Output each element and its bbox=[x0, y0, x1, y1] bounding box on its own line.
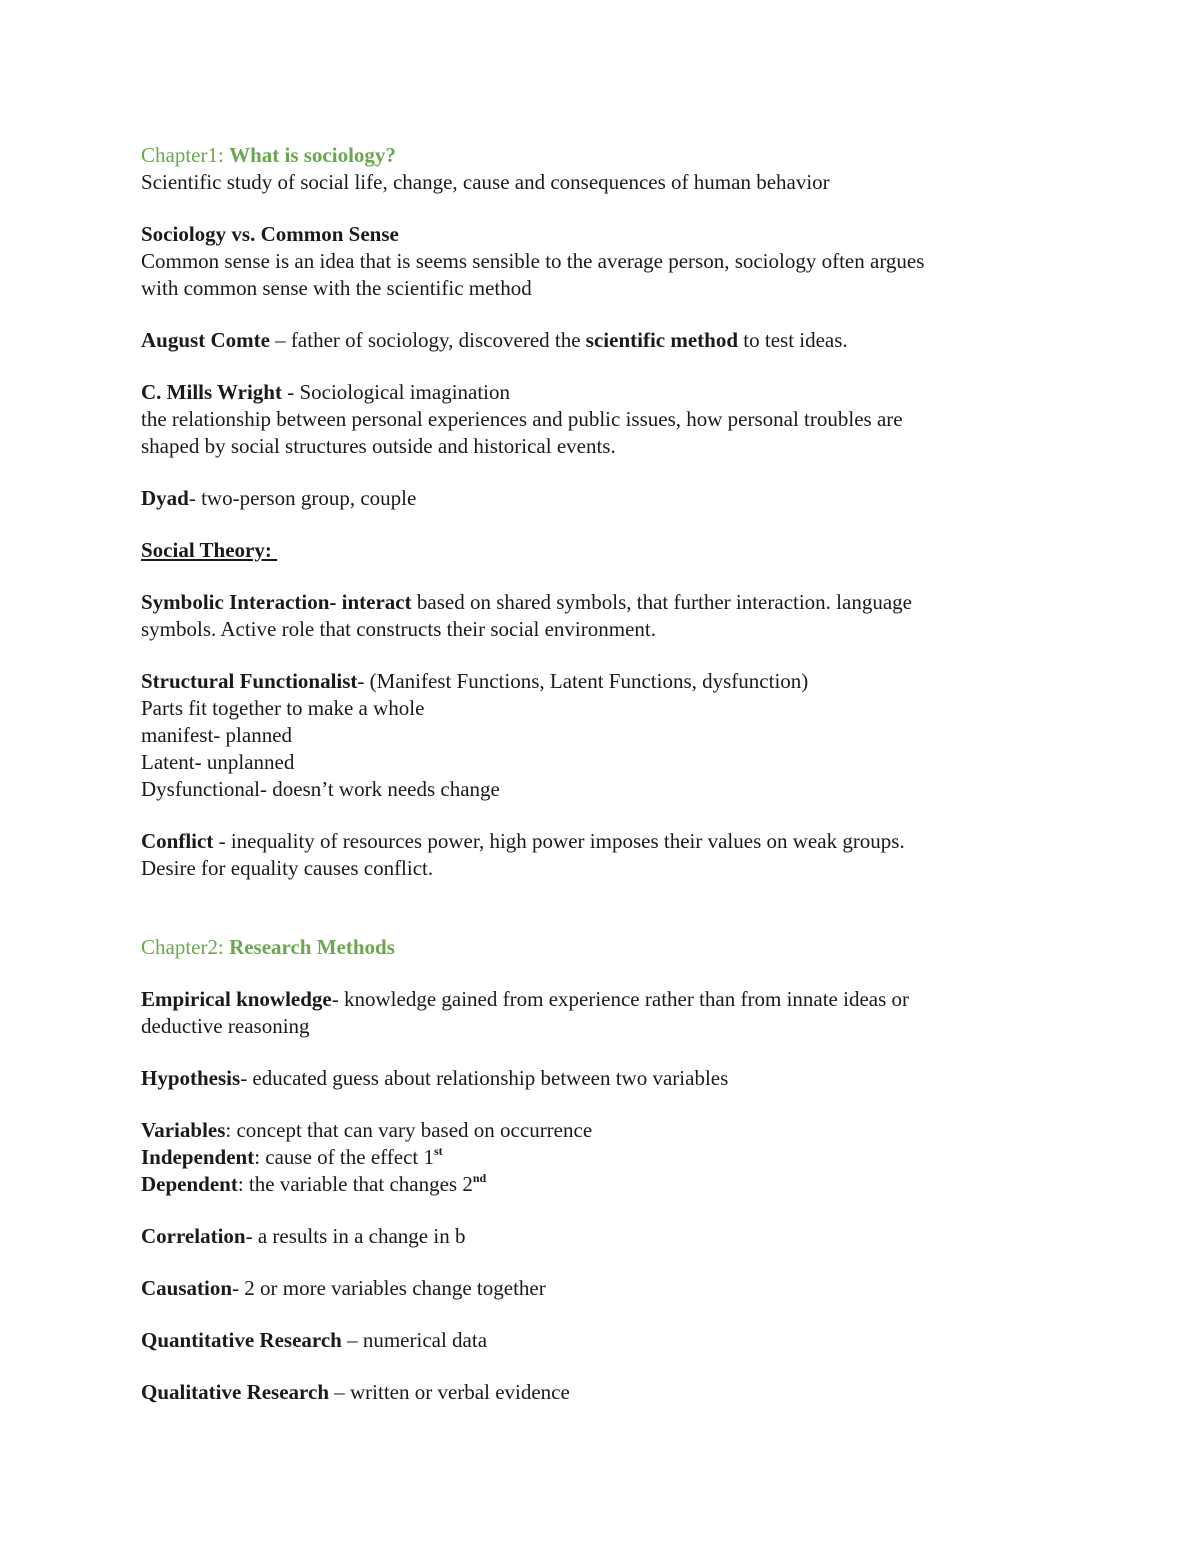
structural-functionalist-line1: Structural Functionalist- (Manifest Functions, Latent Functions, dysfunction) bbox=[141, 669, 809, 693]
empirical-line1: Empirical knowledge- knowledge gained from experience rather than from innate ideas or bbox=[141, 987, 910, 1011]
chapter2-title: Research Methods bbox=[229, 935, 395, 959]
structural-line: Dysfunctional- doesn’t work needs change bbox=[141, 777, 500, 801]
mills-heading: C. Mills Wright - Sociological imagination bbox=[141, 380, 511, 404]
qualitative-term: Qualitative Research bbox=[141, 1380, 329, 1404]
comte-paragraph: August Comte – father of sociology, discovered the scientific method to test ideas. bbox=[141, 328, 848, 352]
sociology-vs-common-sense-line1: Common sense is an idea that is seems sensible to the average person, sociology often argues bbox=[141, 249, 925, 273]
mills-name: C. Mills Wright bbox=[141, 380, 282, 404]
correlation-paragraph: Correlation- a results in a change in b bbox=[141, 1224, 466, 1248]
quantitative-paragraph: Quantitative Research – numerical data bbox=[141, 1328, 488, 1352]
structural-line: manifest- planned bbox=[141, 723, 293, 747]
chapter2-label: Chapter2: bbox=[141, 935, 230, 959]
correlation-term: Correlation bbox=[141, 1224, 246, 1248]
dyad-paragraph: Dyad- two-person group, couple bbox=[141, 486, 417, 510]
sociology-vs-common-sense-heading: Sociology vs. Common Sense bbox=[141, 222, 399, 246]
independent-term: Independent bbox=[141, 1145, 255, 1169]
quantitative-term: Quantitative Research bbox=[141, 1328, 342, 1352]
hypothesis-term: Hypothesis bbox=[141, 1066, 241, 1090]
social-theory-heading: Social Theory: bbox=[141, 538, 278, 562]
structural-line: Parts fit together to make a whole bbox=[141, 696, 425, 720]
empirical-line2: deductive reasoning bbox=[141, 1014, 310, 1038]
structural-functionalist-term: Structural Functionalist bbox=[141, 669, 358, 693]
causation-term: Causation bbox=[141, 1276, 233, 1300]
chapter1-heading bbox=[141, 142, 1041, 169]
comte-name: August Comte bbox=[141, 328, 270, 352]
qualitative-paragraph: Qualitative Research – written or verbal evidence bbox=[141, 1380, 570, 1404]
empirical-term: Empirical knowledge bbox=[141, 987, 332, 1011]
mills-line1: the relationship between personal experiences and public issues, how personal troubles are bbox=[141, 407, 903, 431]
sociology-vs-common-sense-line2: with common sense with the scientific method bbox=[141, 276, 532, 300]
chapter2-heading bbox=[141, 934, 1041, 961]
causation-paragraph: Causation- 2 or more variables change together bbox=[141, 1276, 546, 1300]
structural-line: Latent- unplanned bbox=[141, 750, 295, 774]
mills-line2: shaped by social structures outside and historical events. bbox=[141, 434, 616, 458]
dyad-term: Dyad bbox=[141, 486, 189, 510]
independent-line: Independent: cause of the effect 1st bbox=[141, 1144, 443, 1169]
symbolic-interaction-line2: symbols. Active role that constructs their social environment. bbox=[141, 617, 656, 641]
comte-emphasis: scientific method bbox=[585, 328, 739, 352]
conflict-line2: Desire for equality causes conflict. bbox=[141, 856, 434, 880]
chapter1-definition: Scientific study of social life, change, cause and consequences of human behavior bbox=[141, 170, 830, 194]
variables-line: Variables: concept that can vary based on occurrence bbox=[141, 1118, 593, 1142]
symbolic-interaction-line1: Symbolic Interaction- interact based on shared symbols, that further interaction. language bbox=[141, 590, 912, 614]
document-body bbox=[141, 142, 1041, 1406]
conflict-term: Conflict bbox=[141, 829, 214, 853]
chapter1-label: Chapter1: bbox=[141, 143, 230, 167]
dependent-term: Dependent bbox=[141, 1172, 238, 1196]
conflict-line1: Conflict - inequality of resources power, high power imposes their values on weak groups. bbox=[141, 829, 905, 853]
dependent-line: Dependent: the variable that changes 2nd bbox=[141, 1171, 487, 1196]
chapter1-title: What is sociology? bbox=[229, 143, 396, 167]
variables-term: Variables bbox=[141, 1118, 226, 1142]
hypothesis-paragraph: Hypothesis- educated guess about relationship between two variables bbox=[141, 1066, 729, 1090]
symbolic-interaction-term: Symbolic Interaction- interact bbox=[141, 590, 412, 614]
